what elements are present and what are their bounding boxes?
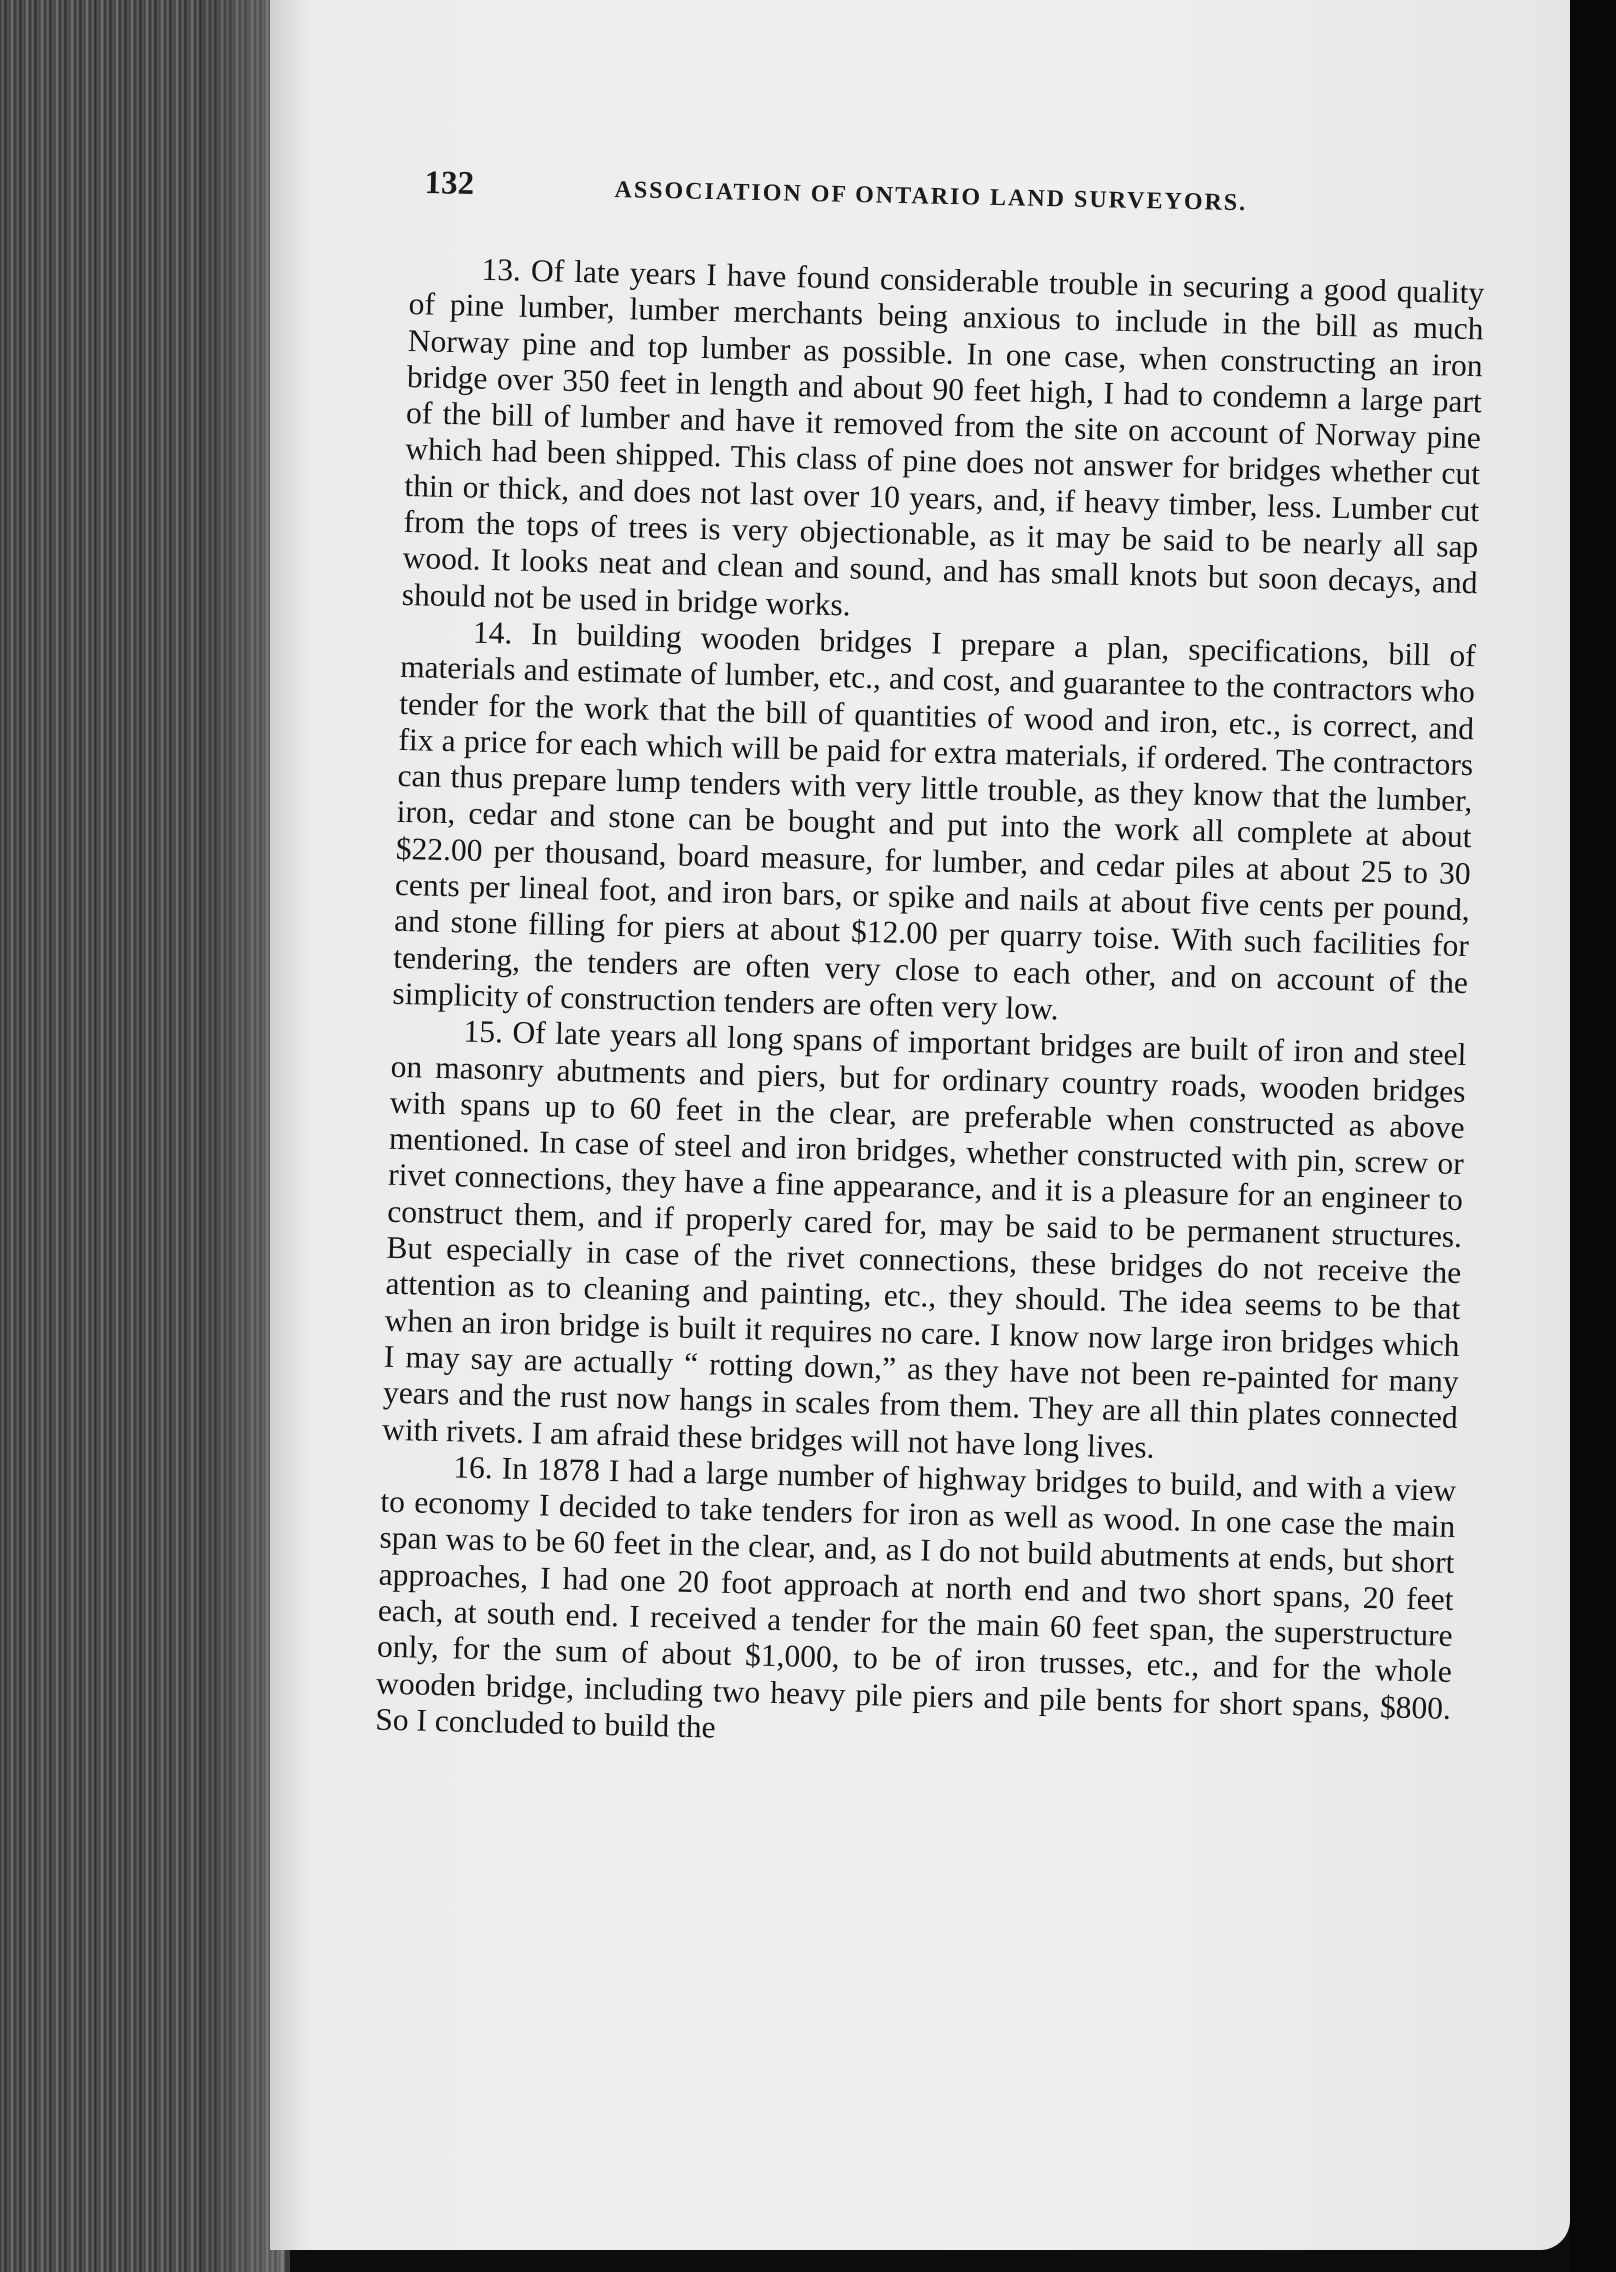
paragraph-16: 16. In 1878 I had a large number of highway bridges to build, and with a view to economy I decided to take tenders for iron as well as wood. In one case the main span was to be 60 feet in the clear, and, as I do not build abutments at ends, but short approaches, I had one 20 foot approach at north end and two short spans, 20 feet each, at south end. I received a tender for the main 60 feet span, the superstructure only, for the sum of about $1,000, to be of iron trusses, etc., and for the whole wooden bridge, including two heavy pile piers and pile bents for short spans, $800. So I concluded to build the — [374, 1449, 1457, 1745]
paragraph-15: 15. Of late years all long spans of important bridges are built of iron and steel on masonry abutments and piers, but for ordinary country roads, wooden bridges with spans up to 60 feet in the clear, are preferable when constructed as above mentioned. In case of steel and iron bridges, whether constructed with pin, screw or rivet connections, they have a fine appearance, and it is a pleasure for an engineer to construct them, and if properly cared for, may be said to be permanent structures. But especially in case of the rivet connections, these bridges do not receive the attention as to cleaning and painting, etc., they should. The idea seems to be that when an iron bridge is built it requires no care. I know now large iron bridges which I may say are actually “ rotting down,” as they have not been re-painted for many years and the rust now hangs in scales from them. They are all thin plates connected with rivets. I am afraid these bridges will not have long lives. — [381, 1013, 1467, 1465]
right-background — [1570, 0, 1616, 2272]
paragraph-14: 14. In building wooden bridges I prepare a plan, specifications, bill of materials and estimate of lumber, etc., and cost, and guarantee to the contractors who tender for the work that the bill of quantities of wood and iron, etc., is correct, and fix a price for each which will be paid for extra materials, if ordered. The contractors can thus prepare lump tenders with very little trouble, as they know that the lumber, iron, cedar and stone can be bought and put into the work all complete at about $22.00 per thousand, board measure, for lumber, and cedar piles at about 25 to 30 cents per lineal foot, and iron bars, or spike and nails at about five cents per pound, and stone filling for piers at about $12.00 per quarry toise. With such facilities for tendering, the tenders are often very close to each other, and on account of the simplicity of construction tenders are often very low. — [392, 614, 1477, 1027]
paragraph-13: 13. Of late years I have found considerable trouble in securing a good quality of pine lumber, lumber merchants being anxious to include in the bill as much Norway pine and top lumber as possible. In one case, when constructing an iron bridge over 350 feet in length and about 90 feet high, I had to condemn a large part of the bill of lumber and have it removed from the site on account of Norway pine which had been shipped. This class of pine does not answer for bridges whether cut thin or thick, and does not last over 10 years, and, if heavy timber, less. Lumber cut from the tops of trees is very objectionable, as it may be said to be nearly all sap wood. It looks neat and clean and sound, and has small knots but soon decays, and should not be used in bridge works. — [401, 251, 1485, 623]
page-number: 132 — [424, 165, 475, 203]
body-text — [375, 250, 1485, 1763]
running-head: ASSOCIATION OF ONTARIO LAND SURVEYORS. — [614, 176, 1248, 217]
